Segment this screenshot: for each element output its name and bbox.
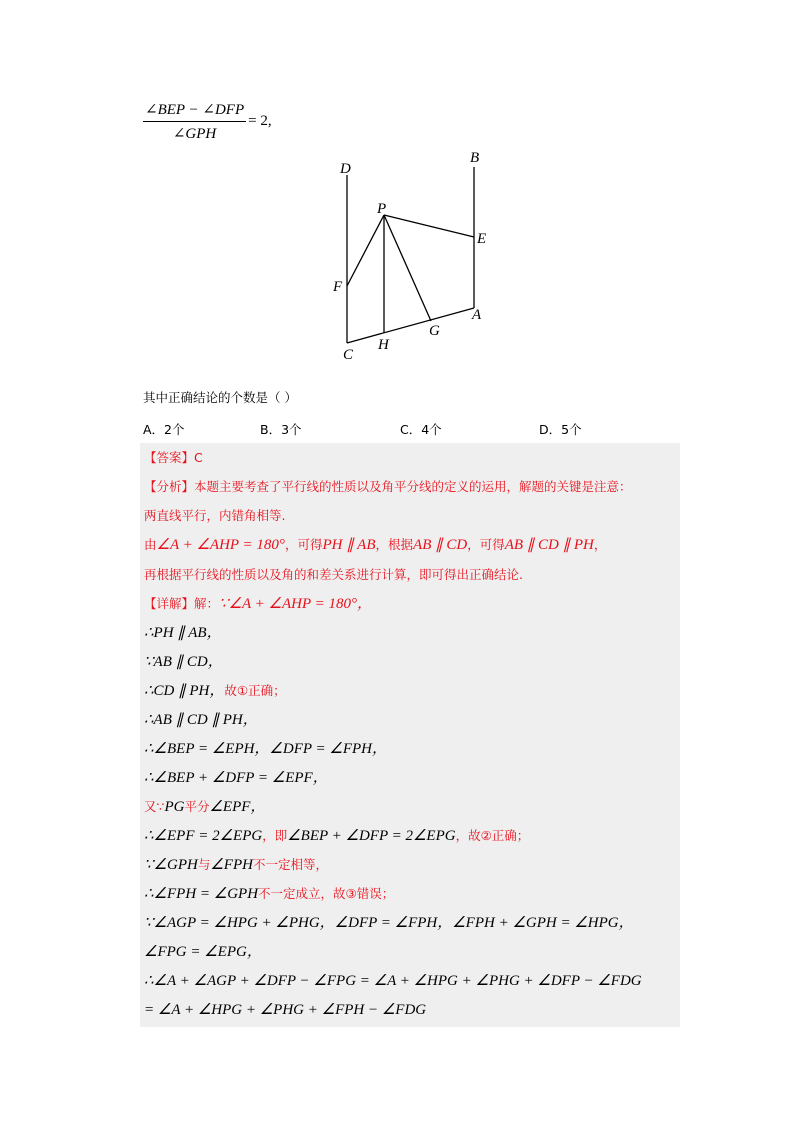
step-3-text: ∵AB ∥ CD，	[144, 654, 223, 670]
step-14	[144, 972, 642, 991]
step-4-note: 故①正确；	[224, 683, 286, 698]
detail-1-a: 解：	[194, 596, 220, 611]
step-12-text: ∵∠AGP = ∠HPG + ∠PHG，∠DFP = ∠FPH，∠FPH + ∠GPH = ∠HPG，	[144, 915, 634, 931]
label-H: H	[378, 337, 389, 353]
step-11-b: 不一定成立，故③错误；	[258, 886, 395, 901]
solution-panel	[140, 443, 680, 1027]
label-B: B	[470, 150, 480, 166]
step-9-d: ，故②正确；	[455, 828, 530, 843]
segment-PF	[347, 215, 384, 286]
analysis-3-m1: ∠A + ∠AHP = 180°	[156, 537, 285, 553]
analysis-3-a: 由	[144, 537, 157, 552]
option-b[interactable]: B．3个	[260, 422, 302, 437]
step-4-math: ∴CD ∥ PH，	[144, 683, 225, 699]
step-9-a: ∴∠EPF = 2∠EPG	[144, 828, 263, 844]
step-10-a: ∵∠GPH	[144, 857, 198, 873]
detail-tag: 【详解】	[144, 596, 195, 611]
analysis-text-1: 本题主要考查了平行线的性质以及角平分线的定义的运用，解题的关键是注意：	[194, 479, 632, 494]
step-2	[144, 624, 222, 643]
step-10-c: ∠FPH	[210, 857, 253, 873]
option-a[interactable]: A．2个	[143, 422, 185, 437]
geometry-diagram	[325, 145, 505, 367]
step-8-c: 平分	[184, 799, 210, 814]
answer-line	[144, 449, 203, 468]
step-10-d: 不一定相等，	[252, 857, 328, 872]
label-G: G	[429, 323, 440, 339]
step-3	[144, 653, 223, 672]
step-5	[144, 711, 258, 730]
label-F: F	[333, 279, 343, 295]
fraction	[143, 100, 246, 143]
label-A: A	[472, 307, 482, 323]
geometry-figure	[325, 145, 505, 367]
analysis-text-4: 再根据平行线的性质以及角的和差关系进行计算，即可得出正确结论.	[144, 567, 523, 582]
question-text: 其中正确结论的个数是（ ）	[143, 390, 297, 405]
step-12	[144, 914, 634, 933]
step-2-text: ∴PH ∥ AB，	[144, 625, 222, 641]
step-11-a: ∴∠FPH = ∠GPH	[144, 886, 259, 902]
detail-1-m: ∵∠A + ∠AHP = 180°，	[219, 596, 372, 612]
analysis-3-m2: PH ∥ AB	[322, 537, 376, 553]
step-15	[144, 1001, 426, 1020]
step-6	[144, 740, 387, 759]
step-14-text: ∴∠A + ∠AGP + ∠DFP − ∠FPG = ∠A + ∠HPG + ∠PHG + ∠DFP − ∠FDG	[144, 973, 642, 989]
label-D: D	[340, 161, 351, 177]
option-c[interactable]: C．4个	[400, 422, 442, 437]
analysis-3-d: ，可得	[467, 537, 505, 552]
answer-value: C	[194, 450, 203, 465]
detail-line-1	[144, 595, 372, 614]
fraction-rest: = 2,	[248, 113, 272, 129]
step-7	[144, 769, 328, 788]
step-13	[144, 943, 262, 962]
label-P: P	[377, 201, 387, 217]
step-6-text: ∴∠BEP = ∠EPH，∠DFP = ∠FPH，	[144, 741, 387, 757]
step-8-d: ∠EPF，	[209, 799, 266, 815]
step-7-text: ∴∠BEP + ∠DFP = ∠EPF，	[144, 770, 328, 786]
option-d[interactable]: D．5个	[539, 422, 582, 437]
step-4	[144, 682, 286, 701]
step-10-b: 与	[197, 857, 211, 872]
answer-tag: 【答案】	[144, 450, 195, 465]
step-10	[144, 856, 328, 875]
step-5-text: ∴AB ∥ CD ∥ PH，	[144, 712, 258, 728]
segment-PG	[384, 215, 431, 321]
step-8	[144, 798, 265, 817]
step-13-text: ∠FPG = ∠EPG，	[144, 944, 262, 960]
analysis-3-m3: AB ∥ CD	[413, 537, 468, 553]
step-9-b: ，即	[262, 828, 288, 843]
analysis-3-b: ，可得	[284, 537, 323, 552]
step-8-b: PG	[164, 799, 185, 815]
fraction-expression	[143, 100, 272, 143]
step-9	[144, 827, 529, 846]
analysis-3-m4: AB ∥ CD ∥ PH	[504, 537, 594, 553]
segment-CA	[347, 308, 474, 343]
step-8-a: 又∵	[144, 799, 165, 814]
analysis-tag: 【分析】	[144, 479, 195, 494]
fraction-denominator: ∠GPH	[172, 126, 217, 142]
analysis-line-1	[144, 478, 632, 497]
segment-PE	[384, 215, 474, 237]
step-15-text: = ∠A + ∠HPG + ∠PHG + ∠FPH − ∠FDG	[144, 1002, 427, 1018]
analysis-line-2	[144, 507, 285, 526]
analysis-line-4	[144, 566, 523, 585]
analysis-text-2: 两直线平行，内错角相等.	[144, 508, 286, 523]
step-11	[144, 885, 394, 904]
analysis-3-e: ，	[593, 537, 607, 552]
fraction-numerator: ∠BEP − ∠DFP	[143, 100, 246, 122]
step-9-c: ∠BEP + ∠DFP = 2∠EPG	[287, 828, 456, 844]
label-E: E	[477, 231, 487, 247]
label-C: C	[343, 347, 354, 363]
analysis-3-c: ，根据	[375, 537, 414, 552]
analysis-line-3	[144, 536, 606, 555]
